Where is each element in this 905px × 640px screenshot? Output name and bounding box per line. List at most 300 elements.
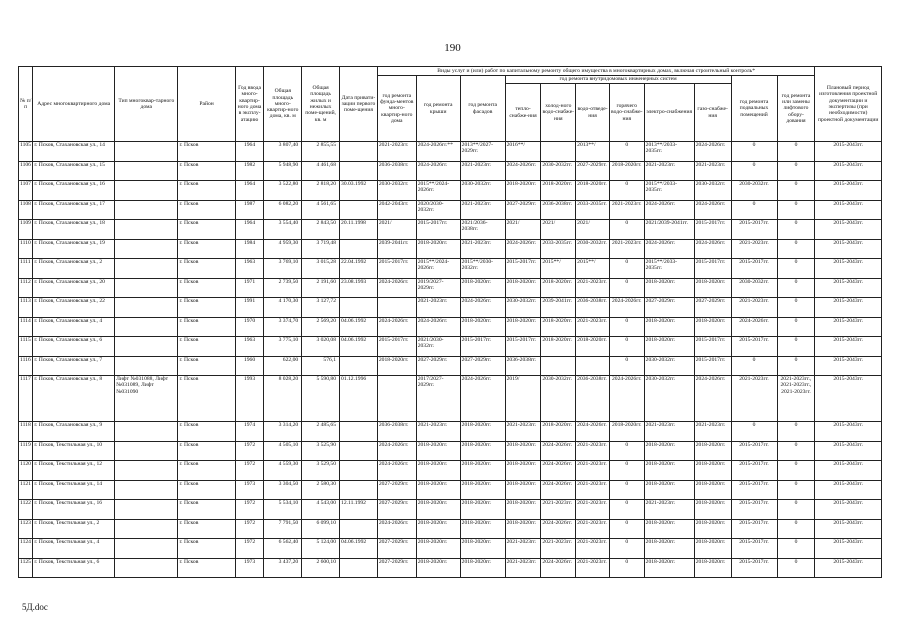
cell-sewer: 2021-2023гг.	[576, 461, 610, 481]
table-row	[19, 376, 882, 422]
cell-cold-water: 2030-2032гг.	[541, 161, 576, 181]
cell-privat-date: 23.08.1993	[340, 278, 378, 298]
cell-year: 1972	[235, 500, 264, 520]
cell-foundation: 2021-2023гг.	[377, 142, 416, 162]
cell-area-total: 622,00	[264, 356, 302, 376]
cell-basement: 2021-2023гг.	[731, 298, 777, 318]
cell-type	[115, 337, 178, 357]
cell-year: 1987	[235, 200, 264, 220]
cell-address: г. Псков, Стахановская ул., 4	[33, 317, 115, 337]
cell-district: г. Псков	[178, 356, 235, 376]
cell-heat: 2018-2020гг.	[505, 317, 541, 337]
cell-area-total: 3 807,40	[264, 142, 302, 162]
cell-address: г. Псков, Текстильная ул., 2	[33, 519, 115, 539]
cell-district: г. Псков	[178, 259, 235, 279]
cell-hot-water: 2018-2020гг.	[609, 422, 644, 442]
cell-electric: 2021-2023гг.	[644, 422, 694, 442]
cell-roof: 2017/2027-2029гг.	[416, 376, 460, 422]
cell-address: г. Псков, Стахановская ул., 22	[33, 298, 115, 318]
cell-roof: 2018-2020гг.	[416, 539, 460, 559]
cell-address: г. Псков, Стахановская ул., 9	[33, 422, 115, 442]
cell-gas: 2018-2020гг.	[694, 539, 731, 559]
cell-roof: 2019/2027-2029гг.	[416, 278, 460, 298]
cell-area-total: 3 769,10	[264, 259, 302, 279]
services-group-header: Виды услуг и (или) работ по капитальному ремонту общего имущества в многоквартирных домах, включая строительный контроль*	[377, 67, 815, 76]
cell-cold-water: 2024-2026гг.	[541, 461, 576, 481]
cell-gas: 2018-2020гг.	[694, 317, 731, 337]
cell-gas: 2021-2023гг.	[694, 161, 731, 181]
cell-address: г. Псков, Текстильная ул., 16	[33, 500, 115, 520]
cell-area-total: 6 562,40	[264, 539, 302, 559]
cell-address: г. Псков, Стахановская ул., 17	[33, 200, 115, 220]
cell-electric: 2021-2023гг.	[644, 161, 694, 181]
cell-foundation: 2036-2038гг.	[377, 422, 416, 442]
table-row	[19, 500, 882, 520]
cell-roof: 2018-2020гг.	[416, 480, 460, 500]
cell-district: г. Псков	[178, 422, 235, 442]
cell-num: 1112	[19, 278, 33, 298]
cell-year: 1972	[235, 461, 264, 481]
cell-sewer: 2015**/	[576, 259, 610, 279]
cell-roof: 2018-2020гг.	[416, 461, 460, 481]
cell-electric: 2024-2026гг.	[644, 200, 694, 220]
table-row	[19, 558, 882, 578]
cell-elevator: 0	[777, 161, 815, 181]
cell-basement: 0	[731, 356, 777, 376]
cell-type	[115, 239, 178, 259]
cell-num: 1115	[19, 337, 33, 357]
table-row	[19, 278, 882, 298]
cell-area-living: 3 529,50	[302, 461, 340, 481]
cell-electric: 2018-2020гг.	[644, 558, 694, 578]
cell-address: г. Псков, Стахановская ул., 18	[33, 220, 115, 240]
cell-elevator: 0	[777, 317, 815, 337]
col-area-living-header: Общая площадь жилых и нежилых поме-щений, кв. м	[302, 67, 340, 142]
cell-hot-water: 0	[609, 519, 644, 539]
cell-facade: 2018-2020гг.	[460, 480, 505, 500]
cell-cold-water: 2018-2020гг.	[541, 317, 576, 337]
cell-foundation	[377, 376, 416, 422]
cell-cold-water: 2021-2023гг.	[541, 539, 576, 559]
cell-year: 1964	[235, 220, 264, 240]
cell-cold-water: 2036-2038гг.	[541, 200, 576, 220]
cell-cold-water: 2030-2032гг.	[541, 376, 576, 422]
cell-basement: 2015-2017гг.	[731, 500, 777, 520]
cell-elevator: 0	[777, 259, 815, 279]
cell-foundation: 2024-2026гг.	[377, 461, 416, 481]
cell-roof: 2024-2026гг.**	[416, 142, 460, 162]
cell-roof: 2018-2020гг.	[416, 558, 460, 578]
cell-basement: 2015-2017гг.	[731, 539, 777, 559]
col-foundation-header: год ремонта фунда-ментов много-квартир-ного дома	[377, 76, 416, 142]
cell-heat: 2015-2017гг.	[505, 337, 541, 357]
cell-district: г. Псков	[178, 461, 235, 481]
cell-roof: 2021-2023гг.	[416, 298, 460, 318]
cell-planned: 2015-2043гг.	[815, 278, 882, 298]
cell-heat: 2018-2020гг.	[505, 500, 541, 520]
cell-area-total: 3 522,80	[264, 181, 302, 201]
table-row	[19, 142, 882, 162]
cell-num: 1113	[19, 298, 33, 318]
cell-area-total: 6 082,20	[264, 200, 302, 220]
cell-basement: 0	[731, 422, 777, 442]
cell-num: 1107	[19, 181, 33, 201]
cell-address: г. Псков, Стахановская ул., 15	[33, 161, 115, 181]
cell-year: 1974	[235, 422, 264, 442]
cell-foundation: 2015-2017гг.	[377, 337, 416, 357]
col-planned-header: Плановый период изготовления проектной документации и экспертизы (при необходимости) проектной документации	[815, 67, 882, 142]
cell-num: 1111	[19, 259, 33, 279]
cell-district: г. Псков	[178, 278, 235, 298]
cell-hot-water: 0	[609, 539, 644, 559]
cell-basement: 2021-2023гг.	[731, 376, 777, 422]
cell-privat-date	[340, 142, 378, 162]
cell-privat-date	[340, 239, 378, 259]
cell-privat-date	[340, 519, 378, 539]
cell-num: 1106	[19, 161, 33, 181]
cell-hot-water: 0	[609, 356, 644, 376]
cell-basement: 2030-2032гг.	[731, 181, 777, 201]
cell-privat-date: 04.06.1992	[340, 539, 378, 559]
cell-planned: 2015-2043гг.	[815, 161, 882, 181]
cell-gas: 2021-2023гг.	[694, 422, 731, 442]
cell-year: 1964	[235, 142, 264, 162]
cell-cold-water: 2018-2020гг.	[541, 337, 576, 357]
cell-type	[115, 200, 178, 220]
cell-planned: 2015-2043гг.	[815, 259, 882, 279]
cell-roof: 2018-2020гг.	[416, 500, 460, 520]
cell-facade: 2018-2020гг.	[460, 500, 505, 520]
cell-privat-date: 04.06.1992	[340, 337, 378, 357]
cell-planned: 2015-2043гг.	[815, 220, 882, 240]
cell-area-living: 2 569,20	[302, 317, 340, 337]
cell-gas: 2024-2026гг.	[694, 239, 731, 259]
cell-hot-water: 0	[609, 500, 644, 520]
cell-gas: 2018-2020гг.	[694, 278, 731, 298]
footer-filename: 5Д.doc	[22, 602, 48, 612]
cell-elevator: 0	[777, 441, 815, 461]
cell-area-total: 3 374,70	[264, 317, 302, 337]
cell-year: 1972	[235, 539, 264, 559]
cell-type	[115, 142, 178, 162]
cell-address: г. Псков, Стахановская ул., 7	[33, 356, 115, 376]
cell-area-living: 2 600,10	[302, 558, 340, 578]
table-row	[19, 422, 882, 442]
table-row	[19, 356, 882, 376]
cell-foundation: 2024-2026гг.	[377, 317, 416, 337]
cell-electric: 2018-2020гг.	[644, 278, 694, 298]
cell-privat-date: 12.11.1992	[340, 500, 378, 520]
cell-elevator: 0	[777, 461, 815, 481]
cell-basement: 0	[731, 200, 777, 220]
cell-facade: 2021-2023гг.	[460, 161, 505, 181]
cell-cold-water: 2039-2041гг.	[541, 298, 576, 318]
cell-district: г. Псков	[178, 519, 235, 539]
col-elevator-header: год ремонта или замены лифтового обору-дования	[777, 76, 815, 142]
cell-gas: 2024-2026гг.	[694, 376, 731, 422]
table-row	[19, 239, 882, 259]
cell-heat: 2027-2029гг.	[505, 200, 541, 220]
cell-electric: 2030-2032гг.	[644, 356, 694, 376]
cell-gas: 2024-2026гг.	[694, 142, 731, 162]
cell-cold-water: 2021/	[541, 220, 576, 240]
cell-planned: 2015-2043гг.	[815, 317, 882, 337]
cell-district: г. Псков	[178, 337, 235, 357]
cell-basement: 2015-2017гг.	[731, 259, 777, 279]
cell-basement: 2015-2017гг.	[731, 441, 777, 461]
cell-year: 1982	[235, 161, 264, 181]
cell-planned: 2015-2043гг.	[815, 356, 882, 376]
cell-address: г. Псков, Стахановская ул., 19	[33, 239, 115, 259]
cell-facade: 2024-2026гг.	[460, 298, 505, 318]
table-row	[19, 519, 882, 539]
cell-basement: 2015-2017гг.	[731, 220, 777, 240]
cell-heat: 2016**/	[505, 142, 541, 162]
systems-group-header: год ремонта внутридомовых инженерных систем	[505, 76, 731, 84]
cell-district: г. Псков	[178, 181, 235, 201]
cell-hot-water: 2021-2023гг.	[609, 239, 644, 259]
cell-area-living: 5 590,80	[302, 376, 340, 422]
cell-num: 1118	[19, 422, 33, 442]
col-privat-date-header: Дата привати-зации первого поме-щения	[340, 67, 378, 142]
cell-planned: 2015-2043гг.	[815, 539, 882, 559]
cell-area-total: 4 959,30	[264, 239, 302, 259]
cell-type	[115, 317, 178, 337]
col-heat-header: тепло-снабже-ния	[505, 84, 541, 142]
cell-gas: 2018-2020гг.	[694, 480, 731, 500]
cell-type	[115, 480, 178, 500]
cell-hot-water: 2018-2020гг.	[609, 161, 644, 181]
cell-roof: 2027-2029гг.	[416, 356, 460, 376]
cell-area-total: 5 534,10	[264, 500, 302, 520]
cell-elevator: 0	[777, 200, 815, 220]
cell-district: г. Псков	[178, 317, 235, 337]
cell-year: 1984	[235, 239, 264, 259]
cell-privat-date	[340, 441, 378, 461]
cell-type	[115, 259, 178, 279]
cell-foundation: 2027-2029гг.	[377, 539, 416, 559]
cell-privat-date	[340, 422, 378, 442]
cell-cold-water: 2018-2020гг.	[541, 278, 576, 298]
cell-area-total: 7 791,50	[264, 519, 302, 539]
cell-address: г. Псков, Стахановская ул., 14	[33, 142, 115, 162]
cell-district: г. Псков	[178, 220, 235, 240]
cell-sewer: 2021/	[576, 220, 610, 240]
cell-district: г. Псков	[178, 558, 235, 578]
cell-facade: 2030-2032гг.	[460, 181, 505, 201]
cell-sewer: 2027-2029гг.	[576, 161, 610, 181]
cell-area-living: 3 015,28	[302, 259, 340, 279]
cell-cold-water: 2033-2035гг.	[541, 239, 576, 259]
cell-gas: 2018-2020гг.	[694, 558, 731, 578]
cell-elevator: 0	[777, 181, 815, 201]
cell-area-living: 3 719,48	[302, 239, 340, 259]
cell-cold-water: 2024-2026гг.	[541, 558, 576, 578]
col-num-header: № п/п	[19, 67, 33, 142]
cell-roof: 2021/2030-2032гг.	[416, 337, 460, 357]
cell-hot-water: 2024-2026гг.	[609, 298, 644, 318]
cell-district: г. Псков	[178, 200, 235, 220]
cell-year: 1972	[235, 519, 264, 539]
cell-cold-water: 2015**/	[541, 259, 576, 279]
cell-elevator: 0	[777, 519, 815, 539]
cell-sewer: 2021-2023гг.	[576, 278, 610, 298]
cell-sewer: 2021-2023гг.	[576, 441, 610, 461]
cell-roof: 2024-2026гг.	[416, 317, 460, 337]
cell-hot-water: 2024-2026гг.	[609, 376, 644, 422]
cell-hot-water: 0	[609, 181, 644, 201]
cell-foundation: 2039-2041гг.	[377, 239, 416, 259]
cell-area-living: 5 124,00	[302, 539, 340, 559]
cell-roof: 2015**/2024-2026гг.	[416, 181, 460, 201]
cell-gas: 2018-2020гг.	[694, 500, 731, 520]
cell-gas: 2018-2020гг.	[694, 519, 731, 539]
cell-district: г. Псков	[178, 376, 235, 422]
cell-hot-water: 0	[609, 278, 644, 298]
cell-foundation: 2036-2038гг.	[377, 161, 416, 181]
cell-basement: 2015-2017гг.	[731, 461, 777, 481]
col-year-header: Год ввода много-квартир-ного дома в эксплу-атацию	[235, 67, 264, 142]
cell-elevator: 0	[777, 422, 815, 442]
cell-area-total: 5 948,90	[264, 161, 302, 181]
cell-heat: 2030-2032гг.	[505, 298, 541, 318]
cell-sewer: 2021-2023гг.	[576, 480, 610, 500]
cell-facade: 2018-2020гг.	[460, 278, 505, 298]
cell-facade: 2015-2017гг.	[460, 337, 505, 357]
cell-facade: 2018-2020гг.	[460, 441, 505, 461]
cell-cold-water: 2018-2020гг.	[541, 181, 576, 201]
cell-hot-water: 0	[609, 259, 644, 279]
cell-electric: 2013**/2033-2035гг.	[644, 142, 694, 162]
cell-privat-date: 20.11.1998	[340, 220, 378, 240]
cell-num: 1125	[19, 558, 33, 578]
cell-elevator: 0	[777, 356, 815, 376]
cell-address: г. Псков, Стахановская ул., 20	[33, 278, 115, 298]
cell-heat: 2021-2023гг.	[505, 539, 541, 559]
cell-planned: 2015-2043гг.	[815, 480, 882, 500]
cell-num: 1121	[19, 480, 33, 500]
col-type-header: Тип многоквар-тарного дома	[115, 67, 178, 142]
cell-type	[115, 539, 178, 559]
cell-foundation: 2027-2029гг.	[377, 500, 416, 520]
cell-facade: 2018-2020гг.	[460, 539, 505, 559]
cell-area-total: 4 170,30	[264, 298, 302, 318]
cell-elevator: 0	[777, 239, 815, 259]
cell-sewer: 2018-2020гг.	[576, 337, 610, 357]
cell-sewer: 2036-2038гг.	[576, 298, 610, 318]
cell-facade: 2018-2020гг.	[460, 317, 505, 337]
col-facade-header: год ремонта фасадов	[460, 76, 505, 142]
col-electric-header: электро-снабжения	[644, 84, 694, 142]
cell-sewer: 2033-2035гг.	[576, 200, 610, 220]
cell-heat: 2024-2026гг.	[505, 239, 541, 259]
table-row	[19, 317, 882, 337]
cell-planned: 2015-2043гг.	[815, 441, 882, 461]
cell-electric: 2021-2023гг.	[644, 500, 694, 520]
cell-planned: 2015-2043гг.	[815, 337, 882, 357]
cell-basement: 0	[731, 161, 777, 181]
cell-sewer: 2013**/	[576, 142, 610, 162]
cell-sewer: 2030-2032гг.	[576, 239, 610, 259]
cell-area-living: 3 020,08	[302, 337, 340, 357]
cell-sewer: 2018-2020гг.	[576, 181, 610, 201]
cell-elevator: 0	[777, 220, 815, 240]
cell-privat-date: 30.03.1992	[340, 181, 378, 201]
cell-hot-water: 0	[609, 441, 644, 461]
cell-hot-water: 0	[609, 480, 644, 500]
cell-area-living: 2 485,65	[302, 422, 340, 442]
cell-privat-date	[340, 298, 378, 318]
cell-electric: 2021/2039-2041гг.	[644, 220, 694, 240]
capital-repair-table	[18, 66, 882, 578]
col-address-header: Адрес многоквартирного дома	[33, 67, 115, 142]
cell-hot-water: 0	[609, 317, 644, 337]
cell-elevator: 0	[777, 500, 815, 520]
cell-year: 1964	[235, 181, 264, 201]
cell-hot-water: 0	[609, 337, 644, 357]
cell-area-total: 4 559,30	[264, 461, 302, 481]
cell-area-living: 2 818,20	[302, 181, 340, 201]
cell-address: г. Псков, Стахановская ул., 6	[33, 337, 115, 357]
cell-electric: 2018-2020гг.	[644, 461, 694, 481]
cell-foundation	[377, 298, 416, 318]
cell-heat: 2018-2020гг.	[505, 461, 541, 481]
cell-address: г. Псков, Стахановская ул., 16	[33, 181, 115, 201]
cell-cold-water: 2024-2026гг.	[541, 480, 576, 500]
cell-area-living: 6 099,10	[302, 519, 340, 539]
cell-electric: 2018-2020гг.	[644, 480, 694, 500]
cell-year: 1960	[235, 356, 264, 376]
cell-year: 1991	[235, 298, 264, 318]
cell-roof: 2018-2020гг.	[416, 441, 460, 461]
cell-area-total: 3 304,50	[264, 480, 302, 500]
cell-facade: 2018-2020гг.	[460, 519, 505, 539]
cell-type	[115, 519, 178, 539]
cell-heat: 2015-2017гг.	[505, 259, 541, 279]
cell-facade: 2021-2023гг.	[460, 239, 505, 259]
cell-district: г. Псков	[178, 239, 235, 259]
cell-roof: 2020/2030-2032гг.	[416, 200, 460, 220]
cell-planned: 2015-2043гг.	[815, 298, 882, 318]
cell-area-living: 2 580,30	[302, 480, 340, 500]
cell-cold-water: 2018-2020гг.	[541, 422, 576, 442]
cell-district: г. Псков	[178, 480, 235, 500]
cell-heat: 2021-2023гг.	[505, 558, 541, 578]
cell-facade: 2024-2026гг.	[460, 376, 505, 422]
cell-privat-date: 04.06.1992	[340, 317, 378, 337]
cell-year: 1963	[235, 337, 264, 357]
table-row	[19, 161, 882, 181]
cell-district: г. Псков	[178, 441, 235, 461]
cell-facade: 2021-2023гг.	[460, 200, 505, 220]
cell-basement: 0	[731, 142, 777, 162]
col-area-total-header: Общая площадь много-квартир-ного дома, кв. м	[264, 67, 302, 142]
cell-type	[115, 461, 178, 481]
cell-planned: 2015-2043гг.	[815, 461, 882, 481]
cell-address: г. Псков, Стахановская ул., 2	[33, 259, 115, 279]
cell-facade: 2021/2036-2038гг.	[460, 220, 505, 240]
cell-planned: 2015-2043гг.	[815, 142, 882, 162]
cell-privat-date	[340, 558, 378, 578]
cell-elevator: 0	[777, 558, 815, 578]
cell-facade: 2018-2020гг.	[460, 422, 505, 442]
cell-planned: 2015-2043гг.	[815, 558, 882, 578]
cell-year: 1973	[235, 480, 264, 500]
cell-privat-date	[340, 200, 378, 220]
cell-gas: 2030-2032гг.	[694, 181, 731, 201]
cell-type	[115, 422, 178, 442]
col-basement-header: год ремонта подвальных помещений	[731, 76, 777, 142]
